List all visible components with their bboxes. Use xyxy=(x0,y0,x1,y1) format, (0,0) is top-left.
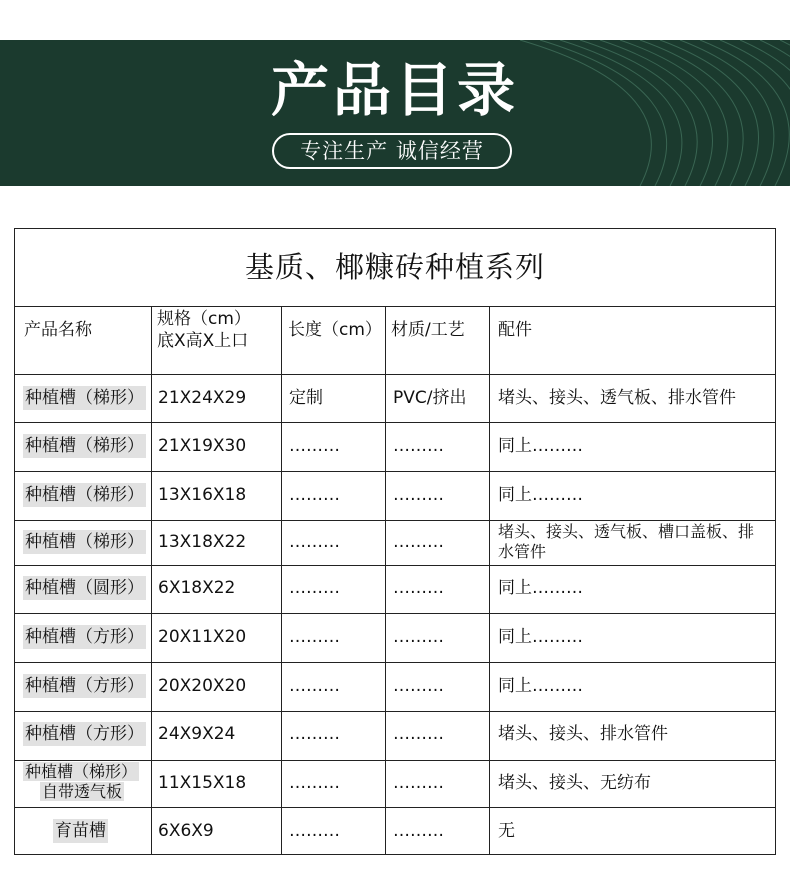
product-name: 种植槽（梯形） xyxy=(25,388,144,408)
product-length: ……… xyxy=(289,676,340,696)
column-divider xyxy=(151,306,152,854)
product-name-note: 自带透气板 xyxy=(42,782,123,801)
product-spec: 24X9X24 xyxy=(158,724,236,744)
product-material: ……… xyxy=(393,578,444,598)
product-length: ……… xyxy=(289,532,340,552)
product-length: ……… xyxy=(289,436,340,456)
row-divider xyxy=(15,613,775,614)
product-name: 种植槽（方形） xyxy=(25,676,144,696)
product-length: ……… xyxy=(289,485,340,505)
page-title: 产品目录 xyxy=(270,56,519,124)
product-material: ……… xyxy=(393,485,444,505)
product-parts: 堵头、接头、透气板、排水管件 xyxy=(498,388,736,408)
product-name: 种植槽（方形） xyxy=(25,627,144,647)
product-parts: 同上……… xyxy=(498,578,583,598)
product-name: 种植槽（圆形） xyxy=(25,578,144,598)
row-divider xyxy=(15,520,775,521)
product-spec: 21X19X30 xyxy=(158,436,247,456)
product-length: ……… xyxy=(289,773,340,793)
product-table xyxy=(14,228,776,855)
product-parts: 堵头、接头、无纺布 xyxy=(498,773,651,793)
product-material: ……… xyxy=(393,436,444,456)
column-divider xyxy=(385,306,386,854)
product-length: ……… xyxy=(289,724,340,744)
product-material: ……… xyxy=(393,532,444,552)
header-length: 长度（cm） xyxy=(288,320,382,340)
product-parts: 堵头、接头、排水管件 xyxy=(498,724,668,744)
product-parts: 同上……… xyxy=(498,676,583,696)
product-name: 种植槽（方形） xyxy=(25,724,144,744)
product-spec: 20X20X20 xyxy=(158,676,247,696)
product-parts-continued: 水管件 xyxy=(498,542,547,561)
column-divider xyxy=(281,306,282,854)
header-spec: 规格（cm） xyxy=(157,309,251,329)
row-divider xyxy=(15,711,775,712)
row-divider xyxy=(15,471,775,472)
header-name: 产品名称 xyxy=(24,320,92,340)
product-spec: 6X6X9 xyxy=(158,821,214,841)
product-material: ……… xyxy=(393,627,444,647)
table-title: 基质、椰糠砖种植系列 xyxy=(15,229,775,307)
product-parts: 无 xyxy=(498,821,515,841)
product-name: 种植槽（梯形） xyxy=(25,762,138,781)
row-divider xyxy=(15,807,775,808)
product-name: 种植槽（梯形） xyxy=(25,436,144,456)
product-spec: 6X18X22 xyxy=(158,578,236,598)
row-divider xyxy=(15,760,775,761)
product-material: PVC/挤出 xyxy=(393,388,467,408)
product-length: ……… xyxy=(289,578,340,598)
product-name: 种植槽（梯形） xyxy=(25,485,144,505)
product-spec: 11X15X18 xyxy=(158,773,247,793)
column-divider xyxy=(489,306,490,854)
product-length: ……… xyxy=(289,821,340,841)
slogan-badge: 专注生产 诚信经营 xyxy=(272,133,512,169)
product-name: 种植槽（梯形） xyxy=(25,532,144,552)
product-parts: 同上……… xyxy=(498,485,583,505)
product-parts: 同上……… xyxy=(498,627,583,647)
product-parts: 同上……… xyxy=(498,436,583,456)
product-spec: 21X24X29 xyxy=(158,388,247,408)
product-spec: 13X16X18 xyxy=(158,485,247,505)
row-divider xyxy=(15,565,775,566)
row-divider xyxy=(15,422,775,423)
product-length: 定制 xyxy=(289,388,323,408)
row-divider xyxy=(15,662,775,663)
product-material: ……… xyxy=(393,821,444,841)
product-spec: 20X11X20 xyxy=(158,627,247,647)
product-spec: 13X18X22 xyxy=(158,532,247,552)
header-material: 材质/工艺 xyxy=(391,320,465,340)
catalog-banner xyxy=(0,40,790,186)
product-parts: 堵头、接头、透气板、槽口盖板、排 xyxy=(498,522,755,541)
product-name: 育苗槽 xyxy=(55,821,106,841)
product-length: ……… xyxy=(289,627,340,647)
product-material: ……… xyxy=(393,773,444,793)
header-spec-format: 底X高X上口 xyxy=(157,331,249,351)
product-material: ……… xyxy=(393,676,444,696)
header-parts: 配件 xyxy=(498,320,532,340)
product-material: ……… xyxy=(393,724,444,744)
row-divider xyxy=(15,374,775,375)
